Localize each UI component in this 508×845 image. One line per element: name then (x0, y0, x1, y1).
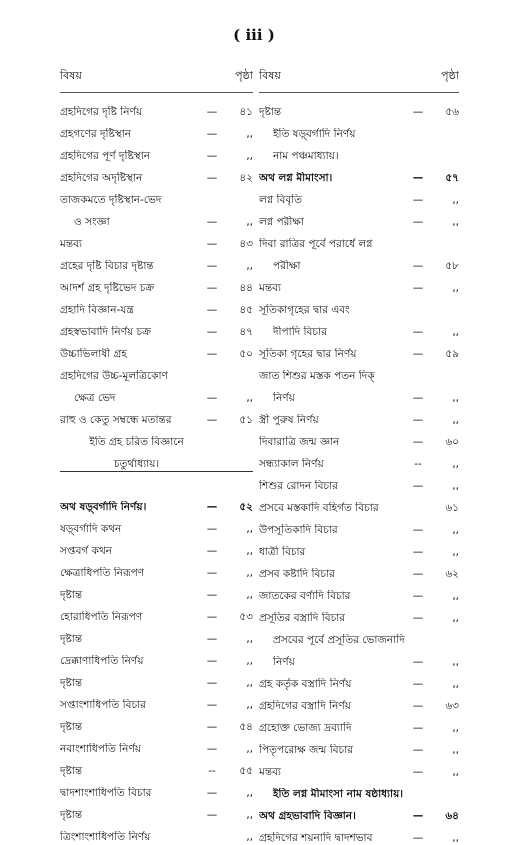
entry-title: ক্ষেত্রাধিপতি নিরূপণ (60, 567, 145, 579)
toc-entry (259, 757, 459, 779)
entry-page: ৫১ (239, 414, 253, 426)
entry-page: ,, (246, 655, 253, 667)
toc-entry (259, 625, 459, 647)
toc-entry (259, 295, 459, 317)
entry-dash: — (206, 304, 218, 316)
entry-title: মন্তব্য (60, 238, 82, 250)
entry-title: সন্ধ্যাকাল নির্ণয় (259, 458, 324, 470)
page-heading: পৃষ্ঠা (235, 69, 253, 82)
entry-title: গ্রহোক্ত ভোজ্য দ্রব্যাদি (259, 722, 352, 734)
entry-title: দৃষ্টান্ত (259, 106, 282, 118)
entry-page: ,, (452, 392, 459, 404)
entry-title: সূতিকাগৃহের দ্বার এবং (259, 304, 350, 316)
entry-dash: — (206, 787, 218, 799)
toc-entry (60, 778, 253, 800)
entry-dash: — (412, 722, 424, 734)
entry-page: ,, (452, 282, 459, 294)
entry-dash: — (206, 238, 218, 250)
entry-dash: — (412, 326, 424, 338)
toc-entry (259, 361, 459, 383)
page-number: ( iii ) (233, 26, 275, 44)
entry-dash: — (206, 721, 218, 733)
entry-dash: — (412, 524, 424, 536)
entry-dash: — (412, 546, 424, 558)
toc-entry (259, 779, 459, 801)
entry-page: ৫৯ (445, 348, 459, 360)
toc-entry (259, 603, 459, 625)
entry-title: দ্বাদশাংশাধিপতি বিচার (60, 787, 152, 799)
entry-dash: — (412, 106, 424, 118)
entry-page: ৬৪ (445, 810, 459, 822)
entry-title: দীপাদি বিচার (273, 326, 327, 338)
entry-title: রাহু ও কেতু সম্বন্ধে মতান্তর (60, 414, 172, 426)
entry-dash: — (206, 150, 218, 162)
entry-title: নাম পঞ্চমাধ্যায়। (273, 150, 339, 162)
entry-page: ,, (246, 699, 253, 711)
entry-page: ,, (452, 480, 459, 492)
toc-entry (60, 690, 253, 712)
column-header (259, 68, 459, 93)
entry-dash: — (206, 611, 218, 623)
entry-title: প্রসবের পূর্বে প্রসূতির ভোজনাদি (273, 634, 405, 646)
entry-dash: -- (414, 458, 422, 470)
entry-dash: — (206, 655, 218, 667)
entry-title: গ্রহদিগের অদৃষ্টিস্থান (60, 172, 143, 184)
entry-title: প্রসূতির বস্ত্রাদি বিচার (259, 612, 346, 624)
toc-entry (259, 141, 459, 163)
toc-entry (259, 669, 459, 691)
entry-title: ইতি গ্রহ চরিত বিজ্ঞানে (89, 436, 184, 448)
entry-page: ,, (246, 677, 253, 689)
entry-title: পিতৃপরোক্ষ জন্ম বিচার (259, 744, 354, 756)
toc-entry (60, 251, 253, 273)
entry-title: ধাত্রী বিচার (259, 546, 306, 558)
toc-entry (60, 229, 253, 251)
entry-title: ক্ষেত্র ভেদ (74, 392, 116, 404)
toc-entry (60, 514, 253, 536)
entry-page: ,, (246, 589, 253, 601)
entry-dash: — (206, 106, 218, 118)
entry-page: ,, (246, 260, 253, 272)
entry-title: ষড়্‌বর্গাদি কথন (60, 523, 122, 535)
entry-page: ,, (246, 392, 253, 404)
toc-entry (259, 229, 459, 251)
entry-title: সপ্তাংশাধিপতি বিচার (60, 699, 146, 711)
entry-page: ,, (246, 831, 253, 843)
toc-entry (60, 822, 253, 844)
entry-page: ৪২ (239, 172, 253, 184)
entry-dash: — (206, 282, 218, 294)
toc-entry (259, 383, 459, 405)
entry-title: হোরাধিপতি নিরূপণ (60, 611, 143, 623)
entry-title: শিশুর রোদন বিচার (259, 480, 338, 492)
entry-page: ,, (452, 194, 459, 206)
entry-page: ৪৩ (239, 238, 253, 250)
entry-dash: — (412, 414, 424, 426)
entry-title: গ্রহস্বভাবাদি নির্ণয় চক্র (60, 326, 151, 338)
toc-entry (60, 800, 253, 822)
entry-page: ,, (452, 832, 459, 844)
entry-title: গ্রহদিগের উচ্চ-মূলত্রিকোণ (60, 370, 168, 382)
entry-page: ৪৭ (239, 326, 253, 338)
entry-title: পরীক্ষা (273, 260, 301, 272)
entry-page: ,, (246, 523, 253, 535)
entry-dash: — (206, 216, 218, 228)
entry-dash: — (206, 589, 218, 601)
entry-dash: — (412, 436, 424, 448)
entry-dash: — (206, 348, 218, 360)
entry-title: অথ ষড়্‌বর্গাদি নির্ণয়। (60, 501, 147, 513)
toc-left-column (60, 68, 253, 844)
entry-title: সপ্তবর্গ কথন (60, 545, 113, 557)
toc-entry (60, 427, 253, 449)
entry-title: গ্রহ কর্তৃক বস্ত্রাদি নির্ণয় (259, 678, 352, 690)
entry-title: গ্রহদিগের শয়নাদি দ্বাদশভাব (259, 832, 373, 844)
toc-entry (259, 713, 459, 735)
entry-dash: — (206, 501, 218, 513)
entry-page: ,, (452, 414, 459, 426)
entry-title: দৃষ্টান্ত (60, 809, 83, 821)
toc-entry (259, 559, 459, 581)
entry-dash: — (206, 699, 218, 711)
entry-page: ৫৫ (239, 765, 253, 777)
entry-dash: — (206, 392, 218, 404)
toc-entry (259, 823, 459, 845)
entry-page: ৫৮ (445, 260, 459, 272)
toc-entry (259, 691, 459, 713)
entry-title: দৃষ্টান্ত (60, 677, 83, 689)
entry-dash: — (412, 700, 424, 712)
entry-dash: — (412, 172, 424, 184)
entry-dash: — (412, 612, 424, 624)
entry-dash: — (412, 260, 424, 272)
toc-entry (259, 581, 459, 603)
toc-entry (60, 383, 253, 405)
entry-page: ,, (452, 216, 459, 228)
entry-dash: — (206, 809, 218, 821)
entry-page: ৬০ (445, 436, 459, 448)
toc-entry (60, 361, 253, 383)
toc-rows (60, 97, 253, 844)
entry-dash: — (206, 172, 218, 184)
entry-title: দিবা রাত্রির পূর্বে পরার্ধে লগ্ন (259, 238, 373, 250)
entry-page: ৪৫ (239, 304, 253, 316)
toc-entry (60, 339, 253, 361)
entry-page: ,, (246, 216, 253, 228)
entry-title: মন্তব্য (259, 766, 281, 778)
entry-dash: — (206, 326, 218, 338)
entry-dash: — (412, 810, 424, 822)
toc-entry (259, 317, 459, 339)
entry-title: তাজকমতে দৃষ্টিস্থান-ভেদ (60, 194, 162, 206)
entry-title: আদর্শ গ্রহ দৃষ্টিভেদ চক্র (60, 282, 155, 294)
entry-page: ,, (246, 743, 253, 755)
entry-dash: — (412, 766, 424, 778)
column-header (60, 68, 253, 93)
entry-dash: -- (208, 765, 216, 777)
entry-dash: — (412, 568, 424, 580)
entry-title: গ্রহাদি বিজ্ঞান-যন্ত্র (60, 304, 134, 316)
entry-title: লগ্ন বিবৃতি (259, 194, 303, 206)
entry-title: গ্রহদিগের বস্ত্রাদি নির্ণয় (259, 700, 351, 712)
toc-entry (60, 119, 253, 141)
entry-page: ৫৬ (445, 106, 459, 118)
toc-entry (60, 317, 253, 339)
entry-dash: — (412, 282, 424, 294)
entry-page: ,, (246, 633, 253, 645)
toc-entry (259, 185, 459, 207)
toc-entry (60, 492, 253, 514)
entry-title: নির্ণয় (273, 656, 295, 668)
toc-entry (60, 580, 253, 602)
entry-title: ত্রিংশাংশাধিপতি নির্ণয় (60, 831, 151, 843)
entry-dash: — (412, 590, 424, 602)
toc-entry (60, 295, 253, 317)
toc-entry (259, 405, 459, 427)
toc-entry (60, 163, 253, 185)
toc-entry (60, 624, 253, 646)
subject-heading: বিষয় (60, 69, 82, 82)
entry-dash: — (412, 744, 424, 756)
entry-dash: — (206, 523, 218, 535)
entry-page: ,, (452, 546, 459, 558)
entry-page: ,, (452, 326, 459, 338)
entry-page: ৫০ (239, 348, 253, 360)
entry-page: ,, (452, 656, 459, 668)
toc-entry (60, 185, 253, 207)
entry-dash: — (412, 656, 424, 668)
toc-entry (60, 668, 253, 690)
toc-entry (259, 537, 459, 559)
entry-page: ,, (246, 809, 253, 821)
entry-title: দৃষ্টান্ত (60, 633, 83, 645)
entry-page: ৬২ (445, 568, 459, 580)
entry-dash: — (412, 678, 424, 690)
toc-entry (60, 558, 253, 580)
toc-entry (60, 734, 253, 756)
toc-entry (259, 163, 459, 185)
entry-title: গ্রহের দৃষ্টি বিচার দৃষ্টান্ত (60, 260, 154, 272)
entry-dash: — (206, 743, 218, 755)
entry-title: প্রসবে মস্তকাদি বহির্গত বিচার (259, 502, 379, 514)
entry-title: দিবারাত্রি জন্ম জ্ঞান (259, 436, 340, 448)
entry-dash: — (206, 633, 218, 645)
entry-dash: — (206, 128, 218, 140)
page-heading: পৃষ্ঠা (441, 69, 459, 82)
toc-entry (259, 207, 459, 229)
entry-title: ইতি লগ্ন মীমাংসা নাম ষষ্ঠাধ্যায়। (273, 788, 404, 800)
entry-page: ,, (452, 590, 459, 602)
entry-dash: — (206, 414, 218, 426)
entry-dash: — (206, 260, 218, 272)
toc-entry (60, 756, 253, 778)
entry-page: ,, (246, 787, 253, 799)
toc-entry (60, 207, 253, 229)
toc-entry (60, 602, 253, 624)
entry-page: ৫৩ (239, 611, 253, 623)
entry-page: ,, (246, 128, 253, 140)
entry-title: উচ্চাভিলাষী গ্রহ (60, 348, 127, 360)
entry-dash: — (412, 194, 424, 206)
entry-page: ,, (452, 722, 459, 734)
toc-entry (60, 712, 253, 734)
entry-dash: — (206, 677, 218, 689)
entry-title: দৃষ্টান্ত (60, 721, 83, 733)
entry-page: ৪১ (239, 106, 253, 118)
toc-entry (259, 273, 459, 295)
toc-entry (259, 801, 459, 823)
entry-title: জাতকের বর্ণাদি বিচার (259, 590, 351, 602)
toc-entry (259, 735, 459, 757)
entry-title: অথ লগ্ন মীমাংসা। (259, 172, 333, 184)
toc-rows (259, 97, 459, 845)
entry-dash: — (412, 832, 424, 844)
entry-title: সূতিকা গৃহের দ্বার নির্ণয় (259, 348, 357, 360)
entry-title: ইতি ষড়্‌বর্গাদি নির্ণয় (273, 128, 356, 140)
entry-title: নবাংশাধিপতি নির্ণয় (60, 743, 141, 755)
entry-dash: — (206, 567, 218, 579)
entry-page: ,, (452, 766, 459, 778)
entry-page: ৫৪ (239, 721, 253, 733)
entry-title: অথ গ্রহভাবাদি বিজ্ঞান। (259, 810, 356, 822)
entry-page: ৪৪ (239, 282, 253, 294)
entry-title: প্রসব কষ্টাদি বিচার (259, 568, 335, 580)
entry-title: লগ্ন পরীক্ষা (259, 216, 304, 228)
entry-dash: — (412, 392, 424, 404)
entry-page: ,, (452, 458, 459, 470)
entry-title: নির্ণয় (273, 392, 295, 404)
toc-entry (259, 427, 459, 449)
entry-page: ৫২ (239, 501, 253, 513)
entry-dash: — (412, 480, 424, 492)
toc-entry (259, 449, 459, 471)
toc-entry (259, 471, 459, 493)
entry-page: ৫৭ (445, 172, 459, 184)
entry-title: ও সংজ্ঞা (74, 216, 110, 228)
entry-title: স্ত্রী পুরুষ নির্ণয় (259, 414, 319, 426)
toc-entry (259, 251, 459, 273)
toc-entry (259, 515, 459, 537)
entry-page: ৬১ (445, 502, 459, 514)
entry-title: দৃষ্টান্ত (60, 765, 83, 777)
toc-entry (60, 97, 253, 119)
entry-title: গ্রহদিগের দৃষ্টি নির্ণয় (60, 106, 143, 118)
entry-page: ,, (452, 744, 459, 756)
entry-dash: — (412, 216, 424, 228)
entry-dash: — (412, 348, 424, 360)
toc-entry (60, 405, 253, 427)
entry-page: ,, (246, 567, 253, 579)
toc-entry (259, 647, 459, 669)
toc-entry (60, 273, 253, 295)
toc-entry (60, 536, 253, 558)
toc-entry (259, 339, 459, 361)
entry-title: উপসূতিকাদি বিচার (259, 524, 338, 536)
entry-title: গ্রহগণের দৃষ্টিস্থান (60, 128, 132, 140)
toc-entry (60, 449, 253, 472)
entry-page: ,, (246, 545, 253, 557)
entry-page: ৬৩ (445, 700, 459, 712)
entry-title: মন্তব্য (259, 282, 281, 294)
subject-heading: বিষয় (259, 69, 281, 82)
toc-right-column (259, 68, 459, 845)
entry-title: জাত শিশুর মস্তক পতন দিক্ (259, 370, 375, 382)
toc-entry (259, 493, 459, 515)
entry-title: গ্রহদিগের পূর্ণ দৃষ্টিস্থান (60, 150, 151, 162)
toc-entry (60, 646, 253, 668)
toc-entry (259, 119, 459, 141)
entry-page: ,, (452, 612, 459, 624)
entry-page: ,, (452, 524, 459, 536)
toc-entry (259, 97, 459, 119)
entry-title: দৃষ্টান্ত (60, 589, 83, 601)
entry-title: দ্রেক্কাণাধিপতি নির্ণয় (60, 655, 144, 667)
section-gap (60, 472, 253, 492)
entry-dash: — (206, 545, 218, 557)
toc-entry (60, 141, 253, 163)
entry-page: ,, (452, 678, 459, 690)
entry-page: ,, (246, 150, 253, 162)
entry-title: চতুর্থাধ্যায়। (113, 458, 160, 470)
